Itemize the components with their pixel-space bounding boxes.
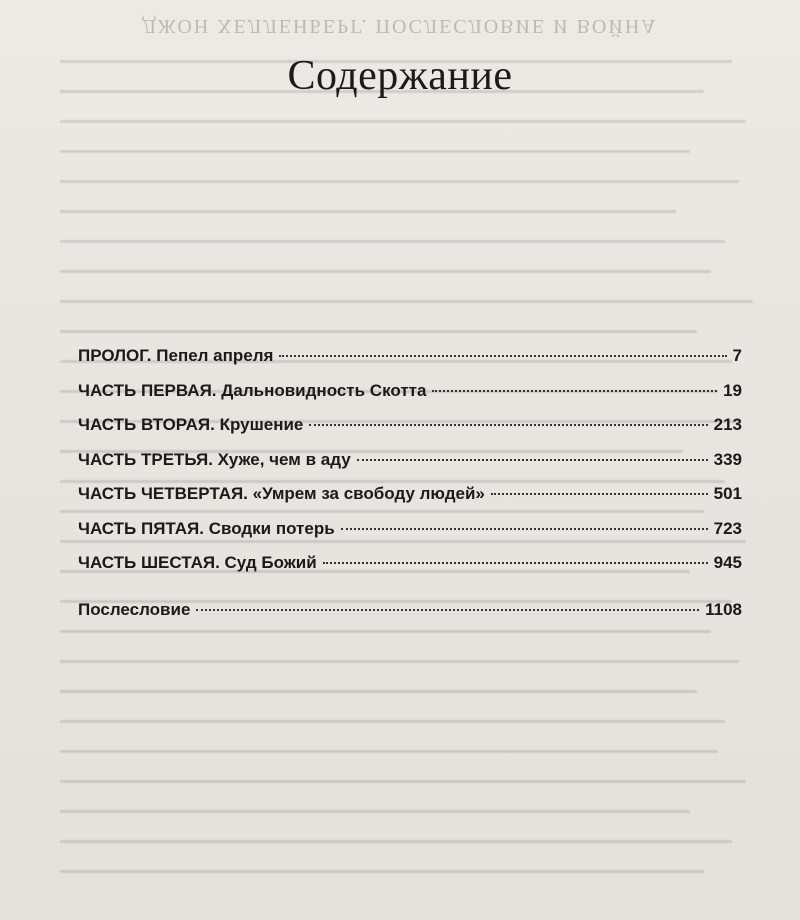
toc-entry-label: Послесловие [78,599,191,619]
toc-page-number: 213 [713,415,742,434]
toc-entry-label: ЧАСТЬ ЧЕТВЕРТАЯ. «Умрем за свободу людей» [78,484,485,503]
dot-leader [309,424,707,426]
dot-leader [323,562,708,564]
toc-page-number: 19 [723,380,742,400]
toc-entry-part-5[interactable] [78,519,742,554]
toc-entry-label: ЧАСТЬ ПЯТАЯ. Сводки потерь [78,518,335,538]
table-of-contents [78,346,742,634]
toc-entry-part-3[interactable] [78,450,742,485]
toc-entry-part-6[interactable] [78,553,742,588]
toc-page-number: 501 [713,484,742,503]
toc-entry-label: ПРОЛОГ. Пепел апреля [78,346,274,365]
toc-entry-part-4[interactable] [78,484,742,519]
toc-entry-label: ЧАСТЬ ВТОРАЯ. Крушение [78,415,304,434]
dot-leader [432,390,717,392]
toc-page-number: 945 [713,553,742,572]
toc-page-number: 7 [732,346,742,365]
toc-page-number: 339 [713,449,742,469]
dot-leader [341,528,708,530]
dot-leader [279,355,726,357]
toc-entry-label: ЧАСТЬ ПЕРВАЯ. Дальновидность Скотта [78,380,427,400]
toc-page-number: 723 [713,518,742,538]
dot-leader [491,493,708,495]
toc-entry-label: ЧАСТЬ ШЕСТАЯ. Суд Божий [78,553,317,572]
running-head: ДЖОН ХЕЛЛЕНБЕРГ. ПОСЛЕСЛОВИЕ И ВОЙНА [142,15,658,37]
toc-entry-label: ЧАСТЬ ТРЕТЬЯ. Хуже, чем в аду [78,449,351,469]
dot-leader [196,609,699,611]
toc-entry-part-2[interactable] [78,415,742,450]
toc-entry-prologue[interactable] [78,346,742,381]
toc-entry-part-1[interactable] [78,381,742,416]
dot-leader [357,459,708,461]
toc-entry-epilogue[interactable] [78,600,742,635]
page-title: Содержание [287,53,513,99]
toc-page-number: 1108 [705,599,742,619]
